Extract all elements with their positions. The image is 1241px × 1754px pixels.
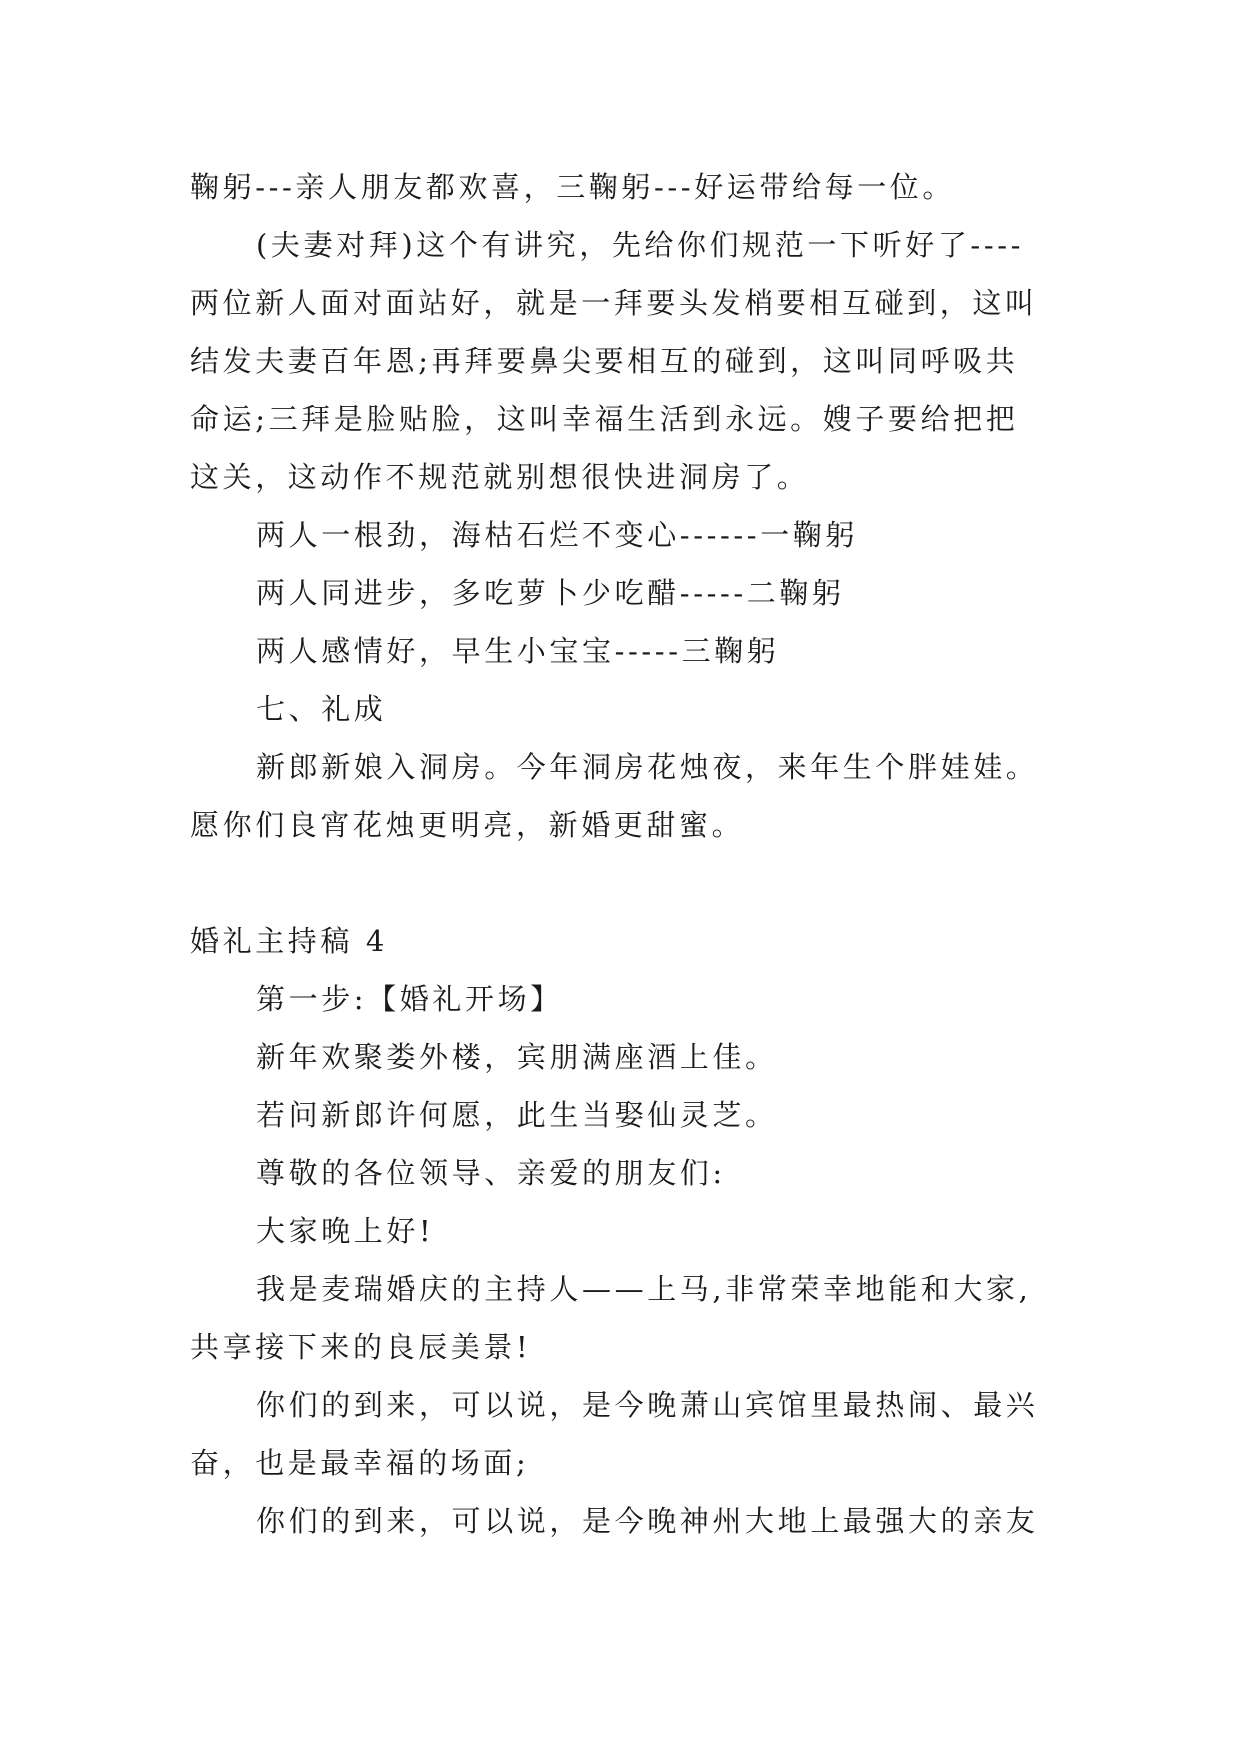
text-line: 结发夫妻百年恩;再拜要鼻尖要相互的碰到，这叫同呼吸共 xyxy=(190,344,1019,378)
text-line: 新年欢聚娄外楼，宾朋满座酒上佳。 xyxy=(256,1040,778,1074)
document-body xyxy=(190,158,1070,1550)
text-line: 两人一根劲，海枯石烂不变心------一鞠躬 xyxy=(256,518,858,552)
text-line: 奋，也是最幸福的场面; xyxy=(190,1446,530,1480)
text-line: 新郎新娘入洞房。今年洞房花烛夜，来年生个胖娃娃。 xyxy=(256,750,1039,784)
paragraph-gap xyxy=(190,854,1070,912)
text-line: 两人同进步，多吃萝卜少吃醋-----二鞠躬 xyxy=(256,576,845,610)
text-line: 我是麦瑞婚庆的主持人——上马,非常荣幸地能和大家, xyxy=(256,1272,1032,1306)
text-line: 两人感情好，早生小宝宝-----三鞠躬 xyxy=(256,634,780,668)
text-line: (夫妻对拜)这个有讲究，先给你们规范一下听好了---- xyxy=(256,228,1025,262)
text-line: 这关，这动作不规范就别想很快进洞房了。 xyxy=(190,460,810,494)
section-heading: 第一步:【婚礼开场】 xyxy=(256,982,563,1016)
text-line: 命运;三拜是脸贴脸，这叫幸福生活到永远。嫂子要给把把 xyxy=(190,402,1019,436)
text-line: 你们的到来，可以说，是今晚萧山宾馆里最热闹、最兴 xyxy=(256,1388,1039,1422)
text-line: 鞠躬---亲人朋友都欢喜，三鞠躬---好运带给每一位。 xyxy=(190,170,955,204)
text-line: 愿你们良宵花烛更明亮，新婚更甜蜜。 xyxy=(190,808,745,842)
text-line: 你们的到来，可以说，是今晚神州大地上最强大的亲友 xyxy=(256,1504,1039,1538)
text-line: 两位新人面对面站好，就是一拜要头发梢要相互碰到，这叫 xyxy=(190,286,1038,320)
text-line: 尊敬的各位领导、亲爱的朋友们: xyxy=(256,1156,726,1190)
text-line: 共享接下来的良辰美景! xyxy=(190,1330,532,1364)
document-title: 婚礼主持稿 4 xyxy=(190,924,388,958)
text-line: 大家晚上好! xyxy=(256,1214,435,1248)
text-line: 若问新郎许何愿，此生当娶仙灵芝。 xyxy=(256,1098,778,1132)
section-heading: 七、礼成 xyxy=(256,692,387,726)
